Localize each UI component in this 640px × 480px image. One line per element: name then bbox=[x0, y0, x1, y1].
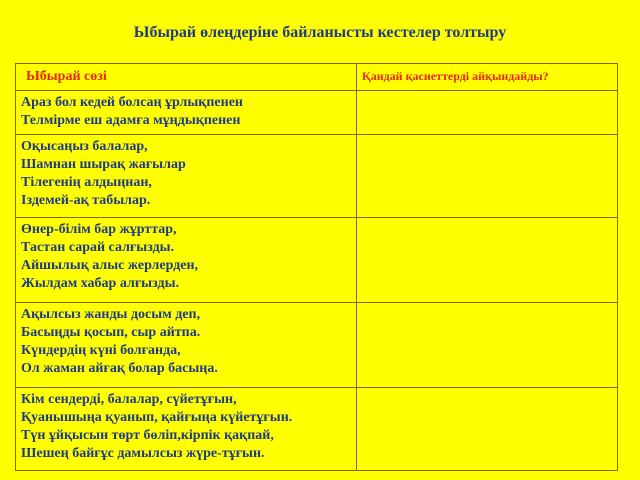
poem-cell bbox=[16, 303, 357, 388]
table-row bbox=[16, 91, 618, 135]
poem-line: Іздемей-ақ табылар. bbox=[21, 193, 151, 208]
answer-cell[interactable] bbox=[357, 91, 618, 135]
poem-line: Тастан сарай салғызды. bbox=[21, 240, 175, 255]
poem-line: Тілегенің алдыңнан, bbox=[21, 175, 152, 190]
poem-line: Шешең байғұс дамылсыз жүре-тұғын. bbox=[21, 446, 265, 461]
poem-cell bbox=[16, 135, 357, 218]
answer-cell[interactable] bbox=[357, 218, 618, 303]
poem-line: Өнер-білім бар жұрттар, bbox=[21, 222, 177, 237]
poem-line: Қуанышыңа қуанып, қайғыңа күйетұғын. bbox=[21, 410, 293, 425]
poem-line: Оқысаңыз балалар, bbox=[21, 139, 148, 154]
poem-cell bbox=[16, 388, 357, 471]
table-row bbox=[16, 218, 618, 303]
poem-table bbox=[15, 63, 618, 471]
poem-line: Жылдам хабар алғызды. bbox=[21, 276, 179, 291]
poem-line: Телмірме еш адамға мұңдықпенен bbox=[21, 113, 241, 128]
poem-line: Кім сендерді, балалар, сүйетұғын, bbox=[21, 392, 237, 407]
poem-line: Ақылсыз жанды досым деп, bbox=[21, 307, 201, 322]
slide-title: Ыбырай өлеңдеріне байланысты кестелер толтыру bbox=[133, 24, 507, 41]
poem-line: Басыңды қосып, сыр айтпа. bbox=[21, 325, 201, 340]
table-row bbox=[16, 388, 618, 471]
poem-cell bbox=[16, 91, 357, 135]
poem-line: Айшылық алыс жерлерден, bbox=[21, 258, 199, 273]
header-row bbox=[16, 64, 618, 91]
poem-line: Шамнан шырақ жағылар bbox=[21, 157, 186, 172]
poem-cell bbox=[16, 218, 357, 303]
answer-cell[interactable] bbox=[357, 303, 618, 388]
poem-line: Ол жаман айғақ болар басыңа. bbox=[21, 361, 218, 376]
poem-line: Күндердің күні болғанда, bbox=[21, 343, 181, 358]
table-row bbox=[16, 303, 618, 388]
answer-cell[interactable] bbox=[357, 135, 618, 218]
poem-line: Араз бол кедей болсаң ұрлықпенен bbox=[21, 95, 243, 110]
poem-line: Түн ұйқысын төрт бөліп,кірпік қақпай, bbox=[21, 428, 274, 443]
header-poem: Ыбырай сөзі bbox=[16, 64, 357, 91]
header-qualities: Қандай қасиеттерді айқындайды? bbox=[357, 64, 618, 91]
table-row bbox=[16, 135, 618, 218]
answer-cell[interactable] bbox=[357, 388, 618, 471]
